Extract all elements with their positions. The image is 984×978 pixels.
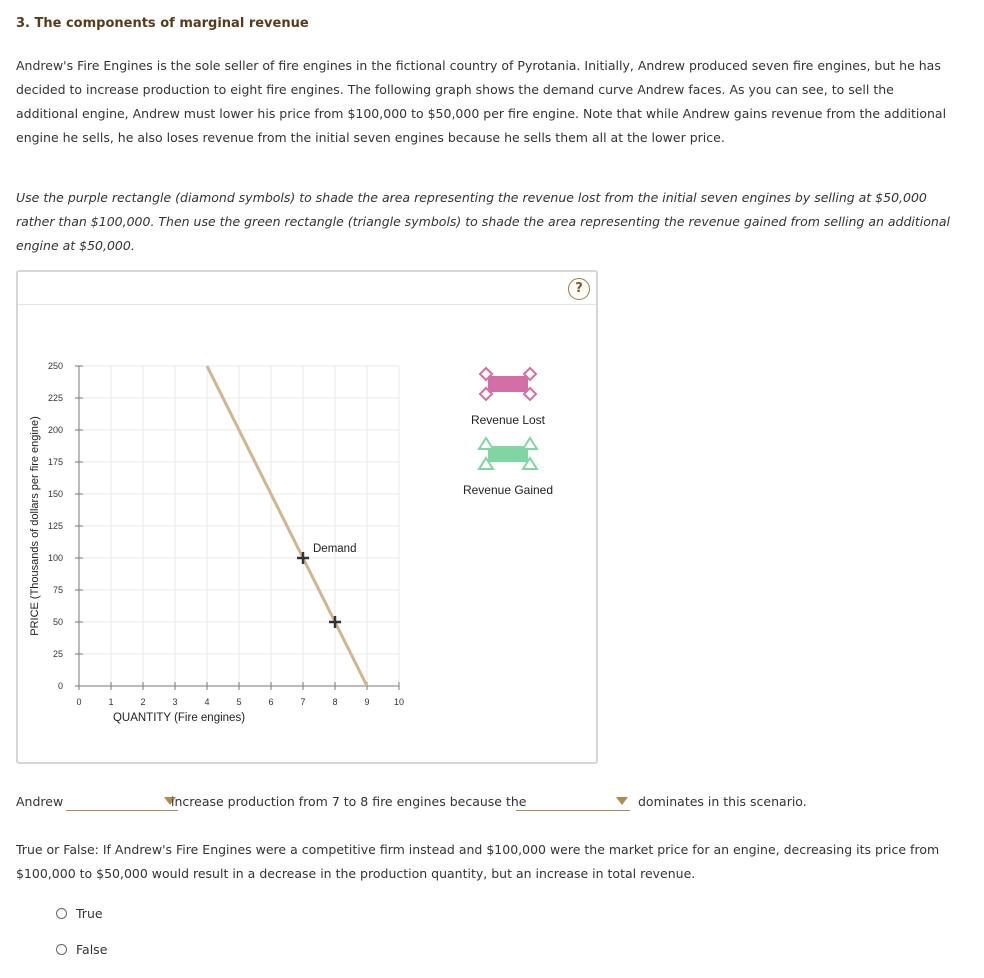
y-tick-label: 250 [47, 361, 63, 371]
y-axis-title: PRICE (Thousands of dollars per fire engine) [29, 416, 41, 636]
x-tick-label: 8 [332, 697, 338, 707]
q1-middle: increase production from 7 to 8 fire engines because the [171, 794, 527, 809]
y-tick-label: 200 [47, 425, 63, 435]
revenue-gained-tool [488, 446, 528, 462]
y-tick-label: 175 [47, 457, 63, 467]
x-tick-label: 1 [108, 697, 114, 707]
triangle-icon [479, 438, 493, 449]
y-tick-label: 100 [47, 553, 63, 563]
help-icon[interactable]: ? [568, 278, 590, 300]
instruction-paragraph: Use the purple rectangle (diamond symbols) to shade the area representing the revenue lost from the initial seven engines by selling at $50,000 rather than $100,000. Then use the green rectangle (triangle symbols) to shade the area representing the revenue gained from selling an additional engine at $50,000. [16, 190, 950, 253]
question-2-text: True or False: If Andrew's Fire Engines were a competitive firm instead and $100,000 were the market price for an engine, decreasing its price from $100,000 to $50,000 would result in a decrease in the production quantity, but an increase in total revenue. [16, 842, 940, 881]
y-tick-label: 75 [52, 585, 63, 595]
y-tick-label: 225 [47, 393, 63, 403]
question-1 [16, 794, 976, 814]
q1-dropdown-2[interactable] [516, 794, 630, 811]
triangle-icon [523, 438, 537, 449]
x-tick-label: 9 [364, 697, 370, 707]
revenue-lost-label: Revenue Lost [470, 413, 546, 427]
revenue-lost-tool [488, 376, 528, 392]
q1-dropdown-1[interactable] [66, 794, 178, 811]
y-tick-label: 125 [47, 521, 63, 531]
x-tick-label: 6 [268, 697, 274, 707]
x-tick-label: 3 [172, 697, 178, 707]
demand-label: Demand [313, 543, 357, 555]
x-tick-label: 0 [76, 697, 82, 707]
x-tick-label: 4 [204, 697, 210, 707]
y-tick-label: 150 [47, 489, 63, 499]
radio-false-label: False [76, 942, 108, 957]
question-heading: 3. The components of marginal revenue [16, 16, 309, 31]
x-axis-title: QUANTITY (Fire engines) [112, 712, 246, 724]
graph-panel [16, 270, 598, 764]
radio-true-label: True [76, 906, 103, 921]
y-tick-label: 50 [52, 617, 63, 627]
intro-paragraph: Andrew's Fire Engines is the sole seller of fire engines in the fictional country of Pyrotania. Initially, Andrew produced seven fire engines, but he has decided to increase production to eight fire engines. The following graph shows the demand curve Andrew faces. As you can see, to sell the additional engine, Andrew must lower his price from $100,000 to $50,000 per fire engine. Note that while Andrew gains revenue from the additional engine he sells, he also loses revenue from the initial seven engines because he sells them all at the lower price. [16, 58, 947, 145]
radio-button[interactable] [56, 944, 67, 955]
q1-suffix: dominates in this scenario. [638, 794, 807, 809]
y-tick-label: 0 [57, 681, 63, 691]
chevron-down-icon [616, 797, 628, 805]
x-tick-label: 10 [393, 697, 405, 707]
y-tick-label: 25 [52, 649, 63, 659]
q1-prefix: Andrew [16, 794, 64, 809]
radio-button[interactable] [56, 908, 67, 919]
x-tick-label: 7 [300, 697, 306, 707]
x-tick-label: 2 [140, 697, 146, 707]
demand-chart[interactable] [18, 272, 596, 762]
revenue-gained-label: Revenue Gained [462, 483, 554, 497]
x-tick-label: 5 [236, 697, 242, 707]
